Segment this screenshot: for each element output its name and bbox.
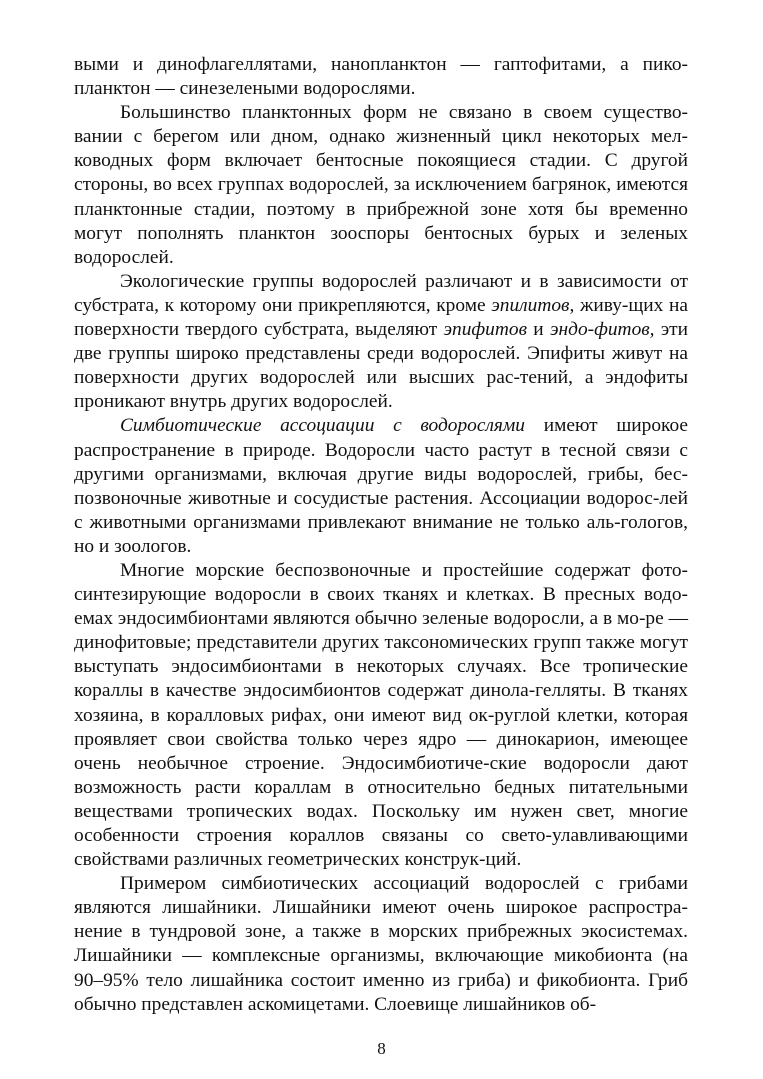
italic-term: Симбиотические ассоциации с водорослями: [120, 415, 526, 437]
text-run: Экологические группы водорослей различают и в зависимости от субстрата, к которому они прикрепляются, кроме: [74, 270, 688, 316]
paragraph: [74, 270, 688, 415]
text-run: выми и динофлагеллятами, нанопланктон — гаптофитами, а пико-планктон — синезелеными водорослями.: [74, 54, 688, 100]
italic-term: эндо-фитов,: [549, 319, 655, 341]
text-run: имеют широкое распространение в природе. Водоросли часто растут в тесной связи с другими организмами, включая другие виды водорослей, грибы, бес-позвоночные животные и сосудистые растения. Ассоциации водорос-лей с животными организмами привлекают внимание не только аль-гологов, но и зоологов.: [74, 415, 689, 557]
paragraph: [74, 872, 688, 1017]
text-run: Многие морские беспозвоночные и простейшие содержат фото-синтезирующие водоросли в своих тканях и клетках. В пресных водо-емах эндосимбионтами являются обычно зеленые водоросли, а в мо-ре — динофитовые; представители других таксономических групп также могут выступать эндосимбионтами в некоторых случаях. Все тропические кораллы в качестве эндосимбионтов содержат динола-гелляты. В тканях хозяина, в коралловых рифах, они имеют вид ок-руглой клетки, которая проявляет свои свойства только через ядро — динокарион, имеющее очень необычное строение. Эндосимбиотиче-ские водоросли дают возможность расти кораллам в относительно бедных питательными веществами тропических водах. Поскольку им нужен свет, многие особенности строения кораллов связаны со свето-улавливающими свойствами различных геометрических конструк-ций.: [74, 559, 688, 871]
paragraph: [74, 414, 688, 559]
italic-term: эпилитов: [491, 294, 570, 316]
text-run: эти две группы широко представлены среди водорослей. Эпифиты живут на поверхности других водорослей или высших рас-тений, а эндофиты проникают внутрь других водорослей.: [74, 319, 688, 413]
paragraph: [74, 101, 688, 270]
italic-term: эпифитов: [443, 319, 527, 341]
text-run: , живу-щих на поверхности твердого субстрата, выделяют: [74, 294, 688, 341]
paragraph: [74, 53, 688, 101]
text-run: и: [527, 319, 550, 341]
text-run: Большинство планктонных форм не связано в своем существо-вании с берегом или дном, однако жизненный цикл некоторых мел-ководных форм включает бентосные покоящиеся стадии. С другой стороны, во всех группах водорослей, за исключением багрянок, имеются планктонные стадии, поэтому в прибрежной зоне хотя бы временно могут пополнять планктон зооспоры бентосных бурых и зеленых водорослей.: [74, 102, 688, 268]
text-run: Примером симбиотических ассоциаций водорослей с грибами являются лишайники. Лишайники имеют очень широкое распростра-нение в тундровой зоне, а также в морских прибрежных экосистемах. Лишайники — комплексные организмы, включающие микобионта (на 90–95% тело лишайника состоит именно из гриба) и фикобионта. Гриб обычно представлен аскомицетами. Слоевище лишайников об-: [74, 873, 688, 1015]
page-number: 8: [377, 1039, 386, 1058]
document-body: [74, 53, 688, 1017]
paragraph: [74, 559, 688, 872]
